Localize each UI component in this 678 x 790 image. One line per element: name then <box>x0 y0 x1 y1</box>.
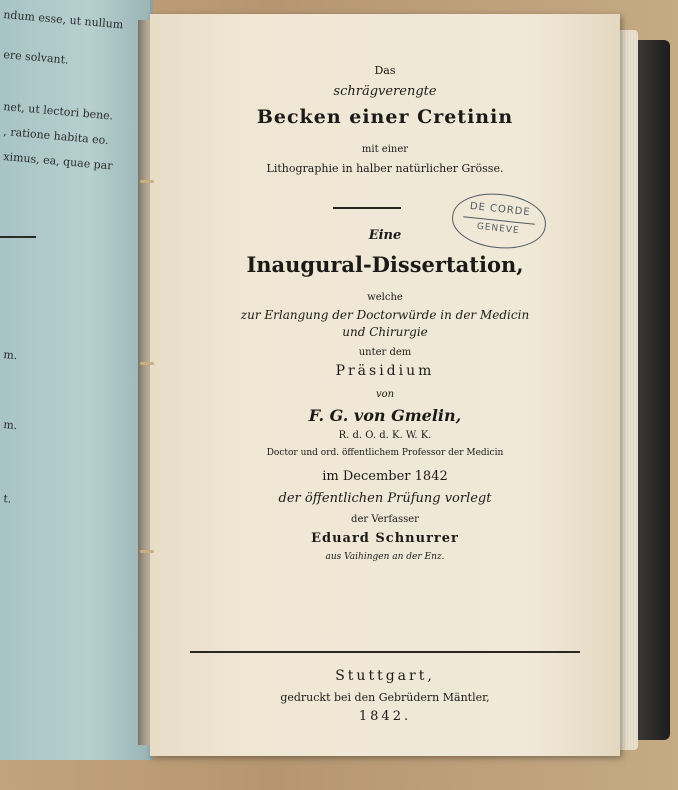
orders-line: R. d. O. d. K. W. K. <box>338 430 432 441</box>
unter-dem-line: unter dem <box>358 347 412 358</box>
eine-line: Eine <box>368 228 402 243</box>
das-line: Das <box>374 64 396 77</box>
left-page-line: t. <box>2 492 12 506</box>
origin-line: aus Vaihingen an der Enz. <box>325 552 445 562</box>
left-page-rule <box>0 236 36 238</box>
city-line: Stuttgart, <box>335 668 435 684</box>
left-page-line: ximus, ea, quae par <box>2 150 114 173</box>
verfasser-label: der Verfasser <box>351 514 419 525</box>
left-page-line: m. <box>2 348 18 363</box>
main-title: Becken einer Cretinin <box>256 106 514 128</box>
dissertation-title: Inaugural-Dissertation, <box>246 252 524 277</box>
left-page-line: ndum esse, ut nullum <box>2 8 124 32</box>
von-line: von <box>375 389 395 400</box>
subtitle-line: schrägverengte <box>333 84 437 99</box>
printer-line: gedruckt bei den Gebrüdern Mäntler, <box>280 691 490 704</box>
pruefung-line: der öffentlichen Prüfung vorlegt <box>278 491 492 506</box>
chirurgie-line: und Chirurgie <box>342 325 428 339</box>
left-page-line: ere solvant. <box>2 48 70 67</box>
left-page-line: , ratione habita eo. <box>2 125 110 148</box>
mit-einer-line: mit einer <box>361 144 409 155</box>
title-page <box>150 14 620 756</box>
lithographie-line: Lithographie in halber natürlicher Grösse. <box>266 162 504 175</box>
erlangung-line: zur Erlangung der Doctorwürde in der Medicin <box>240 308 530 322</box>
left-page-line: net, ut lectori bene. <box>2 100 114 123</box>
stamp-line-1: DE CORDE <box>469 200 532 219</box>
welche-line: welche <box>367 292 403 303</box>
left-page-line: m. <box>2 418 18 433</box>
praesidium-line: Präsidium <box>335 363 435 379</box>
professor-line: Doctor und ord. öffentlichem Professor der Medicin <box>266 448 504 458</box>
author-name: Eduard Schnurrer <box>311 531 459 546</box>
left-facing-page <box>0 0 153 760</box>
imprint-rule <box>190 651 580 653</box>
praeses-name: F. G. von Gmelin, <box>308 406 462 425</box>
date-line: im December 1842 <box>322 469 448 484</box>
year-line: 1842. <box>358 709 412 724</box>
stamp-line-2: GENEVE <box>476 221 521 237</box>
title-divider-rule <box>333 207 401 209</box>
